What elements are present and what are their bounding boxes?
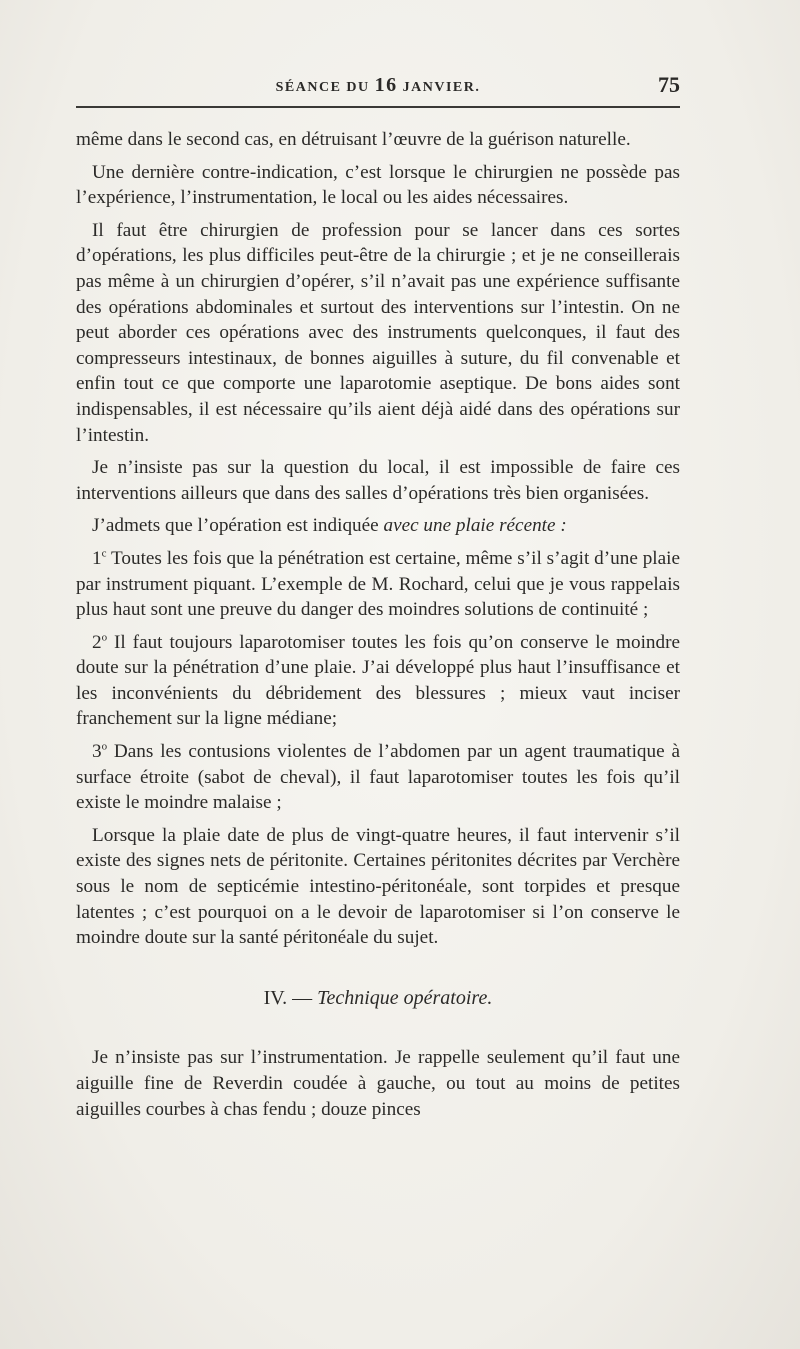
paragraph: Je n’insiste pas sur l’instrumentation. Je rappelle seulement qu’il faut une aiguille fine de Reverdin coudée à gauche, ou tout au moins de petites aiguilles courbes à chas fendu ; douze pinces xyxy=(76,1047,680,1120)
paragraph: Il faut être chirurgien de profession pour se lancer dans ces sortes d’opérations, les plus difficiles peut-être de la chirurgie ; et je ne conseillerais pas même à un chirurgien d’opérer, s’il n’avait pas une expérience suffisante des opérations abdominales et surtout des interventions sur l’intestin. On ne peut aborder ces opérations avec des instruments quelconques, il faut des compresseurs intestinaux, de bonnes aiguilles à suture, du fil convenable et enfin tout ce que comporte une laparotomie aseptique. De bons aides sont indispensables, il est nécessaire qu’ils aient déjà aidé dans des opérations sur l’intestin. xyxy=(76,219,680,446)
list-text: Dans les contusions violentes de l’abdomen par un agent traumatique à surface étroite (sabot de cheval), il faut laparotomiser toutes les fois qu’il existe le moindre malaise ; xyxy=(76,741,680,814)
running-head xyxy=(76,72,680,102)
running-title-day: 16 xyxy=(374,74,398,96)
paragraph: Une dernière contre-indication, c’est lorsque le chirurgien ne possède pas l’expérience, l’instrumentation, le local ou les aides nécessaires. xyxy=(76,161,680,209)
indication-paragraph xyxy=(76,513,680,539)
list-text: Il faut toujours laparotomiser toutes les fois qu’on conserve le moindre doute sur la pénétration d’une plaie. J’ai développé plus haut l’insuffisance et les inconvénients du débridement des blessures ; mieux vaut inciser franchement sur la ligne médiane; xyxy=(76,631,680,730)
indication-emphasis: avec une plaie récente : xyxy=(383,515,567,537)
section-number: IV. — xyxy=(263,986,313,1009)
list-number: 3 xyxy=(92,741,102,763)
section-title: Technique opératoire. xyxy=(317,986,493,1009)
list-ordinal: o xyxy=(101,631,108,644)
header-rule xyxy=(76,106,680,108)
paragraph: Lorsque la plaie date de plus de vingt-quatre heures, il faut intervenir s’il existe des signes nets de péritonite. Certaines péritonites décrites par Verchère sous le nom de septicémie intestino-péritonéale, sont torpides et presque latentes ; c’est pourquoi on a le devoir de laparotomiser si l’on conserve le moindre doute sur la santé péritonéale du sujet. xyxy=(76,824,680,949)
list-ordinal: o xyxy=(101,740,108,753)
list-number: 2 xyxy=(92,631,102,653)
running-title xyxy=(76,74,680,97)
list-number: 1 xyxy=(92,547,102,569)
list-ordinal: c xyxy=(101,547,107,560)
list-item xyxy=(76,546,680,623)
list-item xyxy=(76,739,680,816)
indication-lead: J’admets que l’opération est indiquée xyxy=(92,515,379,537)
running-title-month: JANVIER. xyxy=(402,80,481,95)
body-text xyxy=(76,127,680,1122)
paragraph: Je n’insiste pas sur la question du local, il est impossible de faire ces interventions ailleurs que dans des salles d’opérations très bien organisées. xyxy=(76,457,680,504)
list-text: Toutes les fois que la pénétration est certaine, même s’il s’agit d’une plaie par instrument piquant. L’exemple de M. Rochard, celui que je vous rappelais plus haut sont une preuve du danger des moindres solutions de continuité ; xyxy=(76,547,680,621)
section-heading xyxy=(76,986,680,1012)
page-number: 75 xyxy=(658,72,680,97)
paragraph: même dans le second cas, en détruisant l’œuvre de la guérison naturelle. xyxy=(76,129,631,150)
list-item xyxy=(76,630,680,732)
running-title-prefix: SÉANCE DU xyxy=(275,80,370,95)
